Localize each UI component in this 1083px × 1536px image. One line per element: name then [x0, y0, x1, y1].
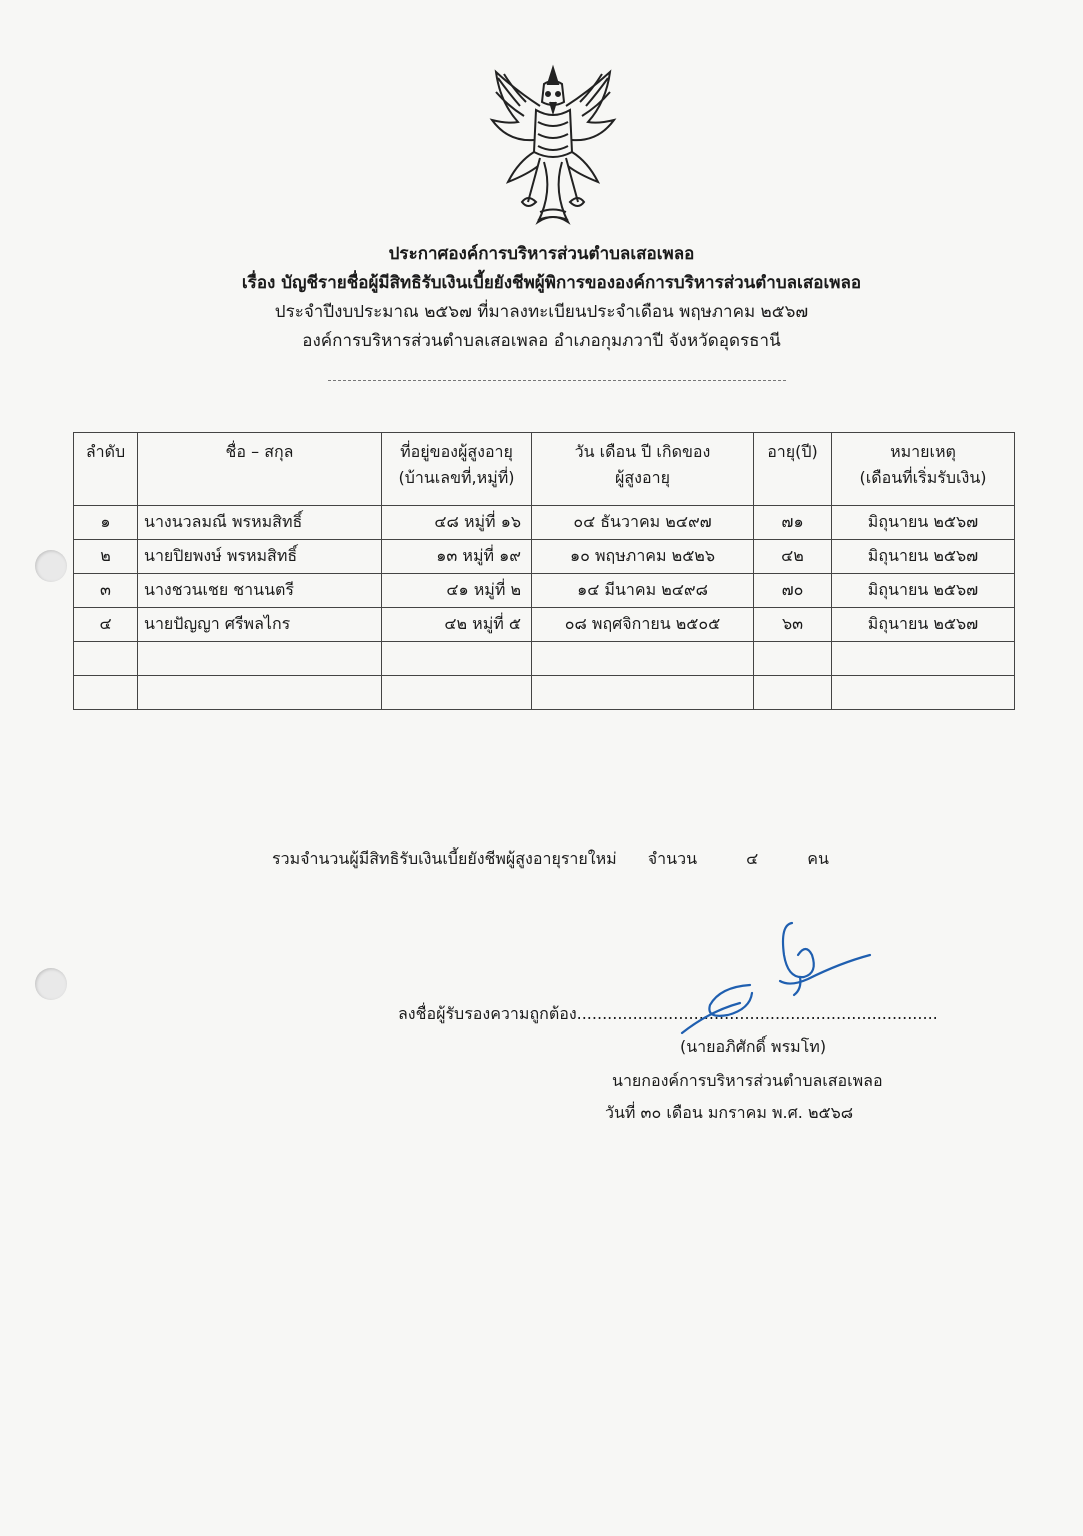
cell-birthdate: ๐๘ พฤศจิกายน ๒๕๐๕ [532, 608, 754, 642]
summary-unit: คน [807, 849, 829, 868]
certifier-name: (นายอภิศักดิ์ พรมโท) [680, 1037, 827, 1056]
announcement-title: ประกาศองค์การบริหารส่วนตำบลเสอเพลอ [388, 244, 695, 264]
cell-remark: มิถุนายน ๒๕๖๗ [832, 506, 1015, 540]
announcement-organization: องค์การบริหารส่วนตำบลเสอเพลอ อำเภอกุมภวาปี จังหวัดอุดรธานี [302, 331, 781, 351]
col-header-name: ชื่อ – สกุล [138, 433, 382, 506]
cell-address: ๔๘ หมู่ที่ ๑๖ [382, 506, 532, 540]
cell-name: นายปัญญา ศรีพลไกร [138, 608, 382, 642]
cell-age: ๔๒ [754, 540, 832, 574]
cell-no: ๓ [74, 574, 138, 608]
cell-remark: มิถุนายน ๒๕๖๗ [832, 540, 1015, 574]
header-divider [328, 380, 786, 381]
certifier-signature-line: ลงชื่อผู้รับรองความถูกต้อง....................................................................... [398, 1004, 938, 1023]
summary-label: รวมจำนวนผู้มีสิทธิรับเงินเบี้ยยังชีพผู้สูงอายุรายใหม่ [272, 849, 617, 868]
cell-birthdate: ๑๔ มีนาคม ๒๔๙๘ [532, 574, 754, 608]
summary-count-label: จำนวน [647, 849, 697, 868]
summary-line [272, 847, 829, 872]
cell-no: ๒ [74, 540, 138, 574]
table-header-row [74, 433, 1015, 506]
document-header [0, 240, 1083, 356]
table-row [74, 540, 1015, 574]
garuda-emblem-icon [478, 62, 628, 230]
cell-name: นายปิยพงษ์ พรหมสิทธิ์ [138, 540, 382, 574]
cell-remark: มิถุนายน ๒๕๖๗ [832, 574, 1015, 608]
cell-age: ๗๑ [754, 506, 832, 540]
summary-count: ๔ [746, 849, 759, 868]
cell-address: ๑๓ หมู่ที่ ๑๙ [382, 540, 532, 574]
table-row [74, 574, 1015, 608]
col-header-no: ลำดับ [74, 433, 138, 506]
col-header-birthdate: วัน เดือน ปี เกิดของ ผู้สูงอายุ [532, 433, 754, 506]
cell-name: นางชวนเชย ชานนตรี [138, 574, 382, 608]
cell-age: ๗๐ [754, 574, 832, 608]
beneficiary-table [73, 432, 1015, 710]
announcement-subject: เรื่อง บัญชีรายชื่อผู้มีสิทธิรับเงินเบี้ยยังชีพผู้พิการขององค์การบริหารส่วนตำบลเสอเพลอ [241, 273, 862, 293]
cell-name: นางนวลมณี พรหมสิทธิ์ [138, 506, 382, 540]
cell-birthdate: ๐๔ ธันวาคม ๒๔๙๗ [532, 506, 754, 540]
table-row-empty [74, 642, 1015, 676]
cell-age: ๖๓ [754, 608, 832, 642]
cell-remark: มิถุนายน ๒๕๖๗ [832, 608, 1015, 642]
document-date: วันที่ ๓๐ เดือน มกราคม พ.ศ. ๒๕๖๘ [605, 1103, 854, 1122]
punch-hole-top [35, 550, 67, 582]
cell-birthdate: ๑๐ พฤษภาคม ๒๕๒๖ [532, 540, 754, 574]
cell-no: ๑ [74, 506, 138, 540]
cell-no: ๔ [74, 608, 138, 642]
table-row [74, 506, 1015, 540]
table-row [74, 608, 1015, 642]
punch-hole-bottom [35, 968, 67, 1000]
certifier-position: นายกองค์การบริหารส่วนตำบลเสอเพลอ [612, 1071, 883, 1090]
table-row-empty [74, 676, 1015, 710]
col-header-remark: หมายเหตุ (เดือนที่เริ่มรับเงิน) [832, 433, 1015, 506]
col-header-age: อายุ(ปี) [754, 433, 832, 506]
col-header-address: ที่อยู่ของผู้สูงอายุ (บ้านเลขที่,หมู่ที่) [382, 433, 532, 506]
cell-address: ๔๑ หมู่ที่ ๒ [382, 574, 532, 608]
cell-address: ๔๒ หมู่ที่ ๕ [382, 608, 532, 642]
announcement-period: ประจำปีงบประมาณ ๒๕๖๗ ที่มาลงทะเบียนประจำเดือน พฤษภาคม ๒๕๖๗ [274, 302, 809, 322]
handwritten-signature [680, 915, 880, 1035]
